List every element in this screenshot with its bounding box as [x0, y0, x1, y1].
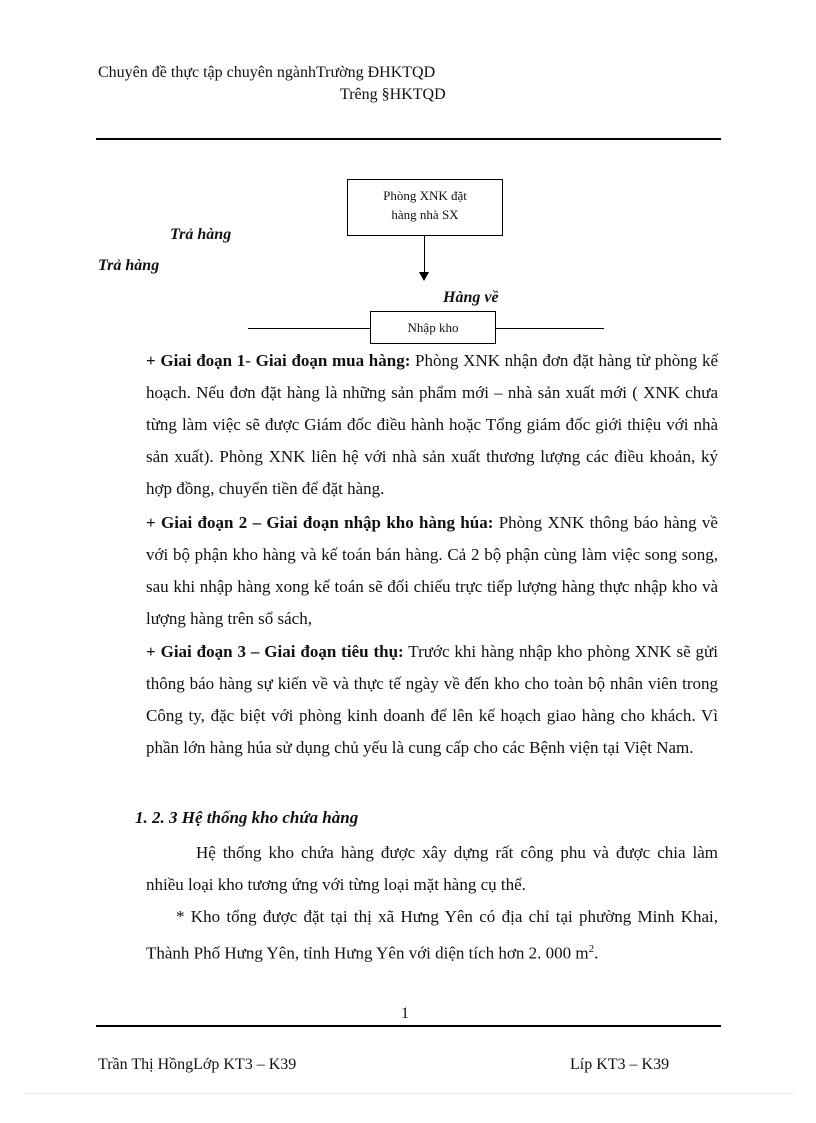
label-goods-arrival: Hàng về	[443, 289, 499, 306]
box-order-from-manufacturer	[347, 179, 503, 236]
box-warehouse-entry: Nhập kho	[370, 311, 496, 344]
label-return-goods-1: Trả hàng	[170, 226, 232, 243]
stage-2-text: Phòng XNK thông báo hàng về với bộ phận kho hàng và kế toán bán hàng. Cả 2 bộ phận cùng làm việc song song, sau khi nhập hàng xong kế toán sẽ đối chiếu trực tiếp lượng hàng thực nhập kho và lượng hàng trên sổ sách,	[146, 513, 718, 628]
stage-1-text: Phòng XNK nhận đơn đặt hàng từ phòng kế hoạch. Nếu đơn đặt hàng là những sản phẩm mới – nhà sản xuất mới ( XNK chưa từng làm việc sẽ được Giám đốc điều hành hoặc Tổng giám đốc giới thiệu với nhà sản xuất). Phòng XNK liên hệ với nhà sản xuất thương lượng các điều khoản, ký hợp đồng, chuyển tiền để đặt hàng.	[146, 351, 718, 498]
connector-left	[248, 328, 370, 329]
stage-3-paragraph	[146, 636, 718, 764]
header-line-2: Trêng §HKTQD	[340, 86, 446, 103]
section-heading: 1. 2. 3 Hệ thống kho chứa hàng	[135, 808, 359, 827]
superscript-2: 2	[588, 943, 595, 955]
section-paragraph-2-text: * Kho tổng được đặt tại thị xã Hưng Yên có địa chỉ tại phường Minh Khai, Thành Phố Hưng Yên, tỉnh Hưng Yên với diện tích hơn 2. 000 m	[146, 907, 718, 963]
section-paragraph-1: Hệ thống kho chứa hàng được xây dựng rất công phu và được chia làm nhiều loại kho tương ứng với từng loại mặt hàng cụ thể.	[146, 843, 718, 894]
stage-1-paragraph	[146, 345, 718, 505]
stage-1-title: + Giai đoạn 1	[146, 351, 246, 370]
stage-3-text: Trước khi hàng nhập kho phòng XNK sẽ gửi thông báo hàng sự kiến về và thực tế ngày về đến kho cho toàn bộ nhân viên trong Công ty, đặc biệt với phòng kinh doanh để lên kế hoạch giao hàng cho khách. Vì phần lớn hàng húa sử dụng chủ yếu là cung cấp cho các Bệnh viện tại Việt Nam.	[146, 642, 718, 757]
connector-right	[496, 328, 604, 329]
stage-2-title: + Giai đoạn 2 – Giai đoạn nhập kho hàng húa:	[146, 513, 494, 532]
footer-rule	[96, 1025, 721, 1027]
arrow-shaft	[424, 236, 425, 272]
arrow-head	[419, 272, 429, 281]
page-number: 1	[401, 1005, 409, 1022]
stage-2-paragraph	[146, 507, 718, 635]
box-order-line-1: Phòng XNK đặt	[383, 188, 467, 203]
header-rule	[96, 138, 721, 140]
stage-1-name: Giai đoạn mua hàng:	[255, 351, 411, 370]
footer-author: Trần Thị HồngLớp KT3 – K39	[98, 1056, 297, 1073]
section-paragraph-2-end: .	[594, 943, 599, 963]
box-order-line-2: hàng nhà SX	[391, 207, 459, 222]
section-paragraph-2	[146, 901, 718, 970]
label-return-goods-2: Trả hàng	[98, 257, 160, 274]
footer-class: Líp KT3 – K39	[570, 1056, 670, 1073]
stage-3-title: + Giai đoạn 3 – Giai đoạn tiêu thụ:	[146, 642, 404, 661]
header-line-1: Chuyên đề thực tập chuyên ngànhTrường ĐHKTQD	[98, 64, 436, 81]
page-bottom-divider	[24, 1093, 794, 1094]
stage-1-separator: -	[245, 351, 256, 370]
